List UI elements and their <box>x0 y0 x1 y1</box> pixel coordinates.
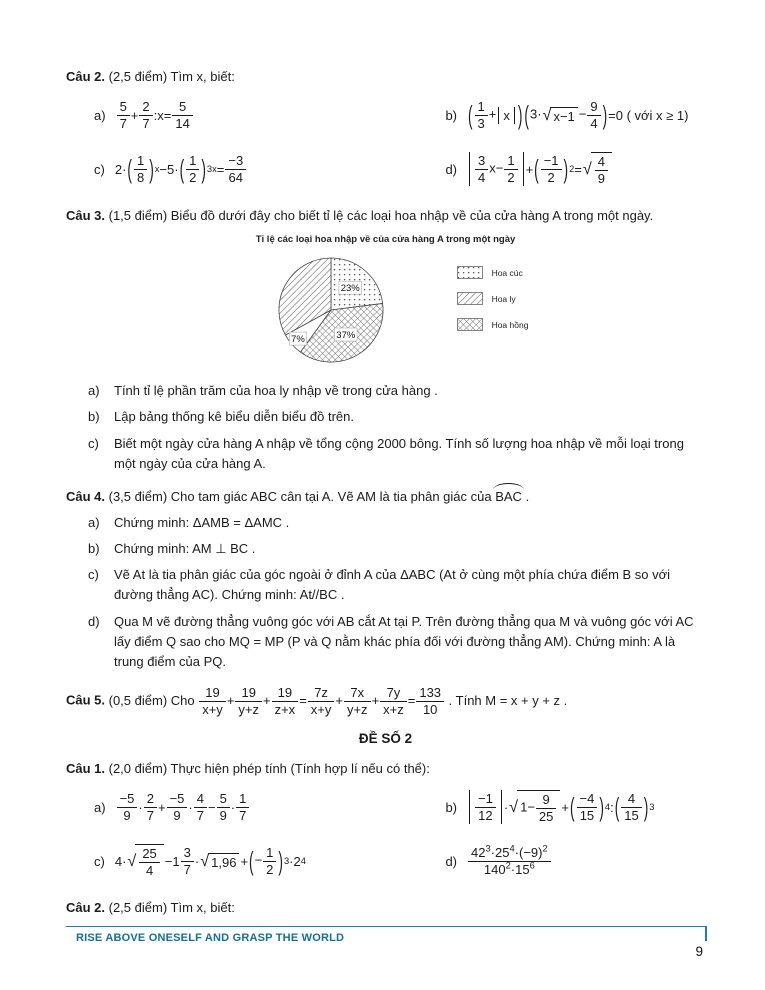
question-heading <box>66 898 705 918</box>
legend-swatch-icon <box>457 266 483 279</box>
item-tag: d) <box>445 853 457 869</box>
footer-rule <box>66 926 707 927</box>
footer-rule-tick <box>705 926 707 941</box>
legend-swatch-icon <box>457 318 483 331</box>
pie-chart-container <box>243 248 423 375</box>
math-item <box>66 837 417 885</box>
question-text: (2,5 điểm) Tìm x, biết: <box>105 900 235 916</box>
formula: 5 7 + 2 7 :x= 5 14 <box>116 99 194 131</box>
item-tag: c) <box>88 567 99 583</box>
math-item <box>66 91 417 139</box>
question-heading <box>66 67 705 87</box>
svg-text:7%: 7% <box>290 334 305 346</box>
question-label: Câu 3. <box>66 208 106 224</box>
item-text: Vẽ At là tia phân giác của góc ngoài ở đỉnh A của ΔABC (At ở cùng một phía chứa điểm B so với đường thẳng AC). Chứng minh: At//BC . <box>114 567 671 603</box>
page-number: 9 <box>695 944 703 959</box>
svg-text:23%: 23% <box>340 283 360 295</box>
pie-chart <box>243 248 423 372</box>
question-heading <box>66 487 705 507</box>
footer-slogan: RISE ABOVE ONESELF AND GRASP THE WORLD <box>76 932 345 944</box>
list-item <box>66 565 705 605</box>
question-text: (1,5 điểm) Biểu đồ dưới đây cho biết tỉ lệ các loại hoa nhập về của cửa hàng A trong một ngày. <box>105 208 654 224</box>
chart-title: Tỉ lệ các loại hoa nhập về của cửa hàng A trong một ngày <box>255 234 516 246</box>
question-heading <box>66 206 705 226</box>
item-tag: b) <box>445 107 457 123</box>
item-tag: c) <box>88 435 99 451</box>
list-item <box>66 539 705 559</box>
chart-legend <box>457 266 529 331</box>
question-label: Câu 5. <box>66 692 106 708</box>
item-text: Biết một ngày cửa hàng A nhập về tổng cộng 2000 bông. Tính số lượng hoa nhập về mỗi loại trong một ngày của cửa hàng A. <box>114 435 684 471</box>
legend-label: Hoa cúc <box>491 267 523 278</box>
formula: 4· √ $\frac{25}{4}$ −1 3 7 · √ 1,96 + ( − $\frac{1}{2}$ ) 3 ·2 4 <box>114 845 306 878</box>
question-label: Câu 4. <box>66 488 106 504</box>
item-tag: b) <box>445 799 457 815</box>
item-text: Chứng minh: ΔAMB = ΔAMC . <box>114 514 290 530</box>
formula: $\frac{3}{4}$ x− $\frac{1}{2}$ + ( $\frac{-1}{2}$ ) 2 = √ $\frac{4}{9}$ <box>467 152 613 186</box>
question-heading <box>66 759 705 779</box>
legend-swatch-icon <box>457 292 483 305</box>
math-row <box>66 783 705 831</box>
legend-item <box>457 318 529 331</box>
slice-label <box>289 332 306 345</box>
item-text: Lập bảng thống kê biểu diễn biểu đồ trên. <box>114 409 354 425</box>
item-text: Tính tỉ lệ phần trăm của hoa ly nhập về trong cửa hàng . <box>114 383 438 399</box>
legend-item <box>457 266 529 279</box>
legend-label: Hoa ly <box>491 293 516 304</box>
question-heading <box>66 685 705 717</box>
item-tag: a) <box>88 383 100 399</box>
math-row <box>66 837 705 885</box>
math-item <box>66 145 417 193</box>
question-label: Câu 1. <box>66 761 106 777</box>
question-text: (3,5 điểm) Cho tam giác ABC cân tại A. Vẽ AM là tia phân giác của BAC . <box>105 489 529 504</box>
item-tag: c) <box>94 161 105 177</box>
svg-text:37%: 37% <box>335 330 355 342</box>
item-tag: c) <box>94 853 105 869</box>
legend-item <box>457 292 529 305</box>
legend-label: Hoa hồng <box>491 319 529 330</box>
list-item <box>66 407 705 427</box>
math-item <box>417 91 705 139</box>
formula: 2· ( $\frac{1}{8}$ ) x −5· ( $\frac{1}{2}$ ) 3x = −3 64 <box>115 153 247 185</box>
question-label: Câu 2. <box>66 69 106 84</box>
item-tag: b) <box>88 541 100 557</box>
item-tag: a) <box>94 799 106 815</box>
section-title: ĐỀ SỐ 2 <box>358 731 413 747</box>
worksheet-content <box>66 67 705 918</box>
math-item <box>417 837 705 885</box>
formula: ( $\frac{1}{3}$ + x ) ( 3· √ x−1 − $\frac{9}{4}$ ) =0 ( với x ≥ 1) <box>468 99 689 131</box>
item-tag: d) <box>445 161 457 177</box>
math-item <box>417 783 705 831</box>
slice-label <box>334 328 357 341</box>
pie-chart-figure <box>151 234 621 375</box>
list-item <box>66 434 705 474</box>
formula: −5 9 · 2 7 + −5 9 · 4 7 − 5 9 · 1 7 <box>116 791 251 823</box>
slice-label <box>338 281 361 294</box>
item-tag: b) <box>88 409 100 425</box>
list-item <box>66 513 705 533</box>
list-item <box>66 612 705 672</box>
item-text: Qua M vẽ đường thẳng vuông góc với AB cắt At tại P. Trên đường thẳng qua M và vuông góc với AC lấy điểm Q sao cho MQ = MP (P và Q nằm khác phía đối với đường thẳng AM). Chứng minh: A là trung điểm của PQ. <box>114 613 694 669</box>
list-item <box>66 381 705 401</box>
page-footer <box>0 926 765 990</box>
question-text: (0,5 điểm) Cho $\frac{19}{x+y}$ + $\frac{19}{y+z}$ + $\frac{19}{z+x}$ = $\frac{7z}{x+y}$ + $\frac{7x}{y+z}$ + $\frac{7y}{x+z}$ = $\frac{133}{10}$ . Tính M = x + y + z . <box>105 684 568 717</box>
item-text: Chứng minh: AM ⊥ BC . <box>114 541 256 557</box>
math-item <box>66 783 417 831</box>
formula: $42^3\cdot 25^4\cdot(-9)^2$ $140^2\cdot 15^6$ <box>467 845 552 877</box>
formula: $\frac{-1}{12}$ · √ 1− $\frac{9}{25}$ + ( $\frac{-4}{15}$ ) 4 : ( $\frac{4}{15}$ ) 3 <box>467 790 655 824</box>
question-label: Câu 2. <box>66 900 106 916</box>
math-row <box>66 91 705 139</box>
math-item <box>417 145 705 193</box>
chart-body <box>151 248 621 375</box>
item-tag: a) <box>88 514 100 530</box>
question-text: (2,0 điểm) Thực hiện phép tính (Tính hợp lí nếu có thể): <box>105 761 430 777</box>
item-tag: d) <box>88 613 100 629</box>
math-row <box>66 145 705 193</box>
item-tag: a) <box>94 107 106 123</box>
question-text: (2,5 điểm) Tìm x, biết: <box>105 69 235 84</box>
